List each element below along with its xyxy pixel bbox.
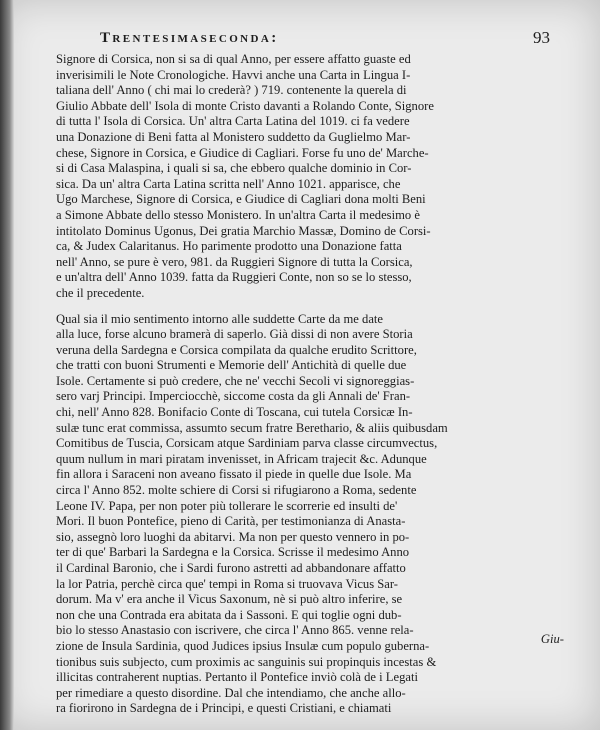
text-line: sulæ tunc erat commissa, assumto secum fratre Berethario, & aliis quibusdam bbox=[56, 420, 448, 435]
text-line: sio, assegnò loro luoghi da abitarvi. Ma non per questo vennero in po- bbox=[56, 529, 410, 544]
page-number: 93 bbox=[533, 28, 550, 47]
text-line: Giulio Abbate dell' Isola di monte Cristo davanti a Rolando Conte, Signore bbox=[56, 98, 434, 113]
text-line: inverisimili le Note Cronologiche. Havvi anche una Carta in Lingua I- bbox=[56, 67, 411, 82]
text-line: chese, Signore in Corsica, e Giudice di Cagliari. Forse fu uno de' Marche- bbox=[56, 145, 429, 160]
text-line: zione de Insula Sardinia, quod Judices ipsius Insulæ cum populo guberna- bbox=[56, 638, 430, 653]
paragraph-2 bbox=[56, 312, 546, 717]
text-line: non che una Contrada era abitata da i Sassoni. E qui toglie ogni dub- bbox=[56, 607, 402, 622]
text-line: intitolato Dominus Ugonus, Dei gratia Marchio Massæ, Domino de Corsi- bbox=[56, 223, 431, 238]
running-title: Trentesimaseconda: bbox=[100, 30, 279, 46]
catchword: Giu- bbox=[540, 632, 564, 646]
text-line: sica. Da un' altra Carta Latina scritta nell' Anno 1021. apparisce, che bbox=[56, 176, 401, 191]
text-line: fin allora i Saraceni non aveano fissato il piede in quelle due Isole. Ma bbox=[56, 467, 412, 482]
text-line: per rimediare a questo disordine. Dal che intendiamo, che anche allo- bbox=[56, 685, 406, 700]
text-line: a Simone Abbate dello stesso Monistero. In un'altra Carta il medesimo è bbox=[56, 207, 420, 222]
text-line: Comitibus de Tuscia, Corsicam atque Sardiniam parva classe circumvectus, bbox=[56, 436, 438, 451]
text-line: taliana dell' Anno ( chi mai lo crederà? ) 719. contenente la querela di bbox=[56, 83, 407, 98]
text-line: Qual sia il mio sentimento intorno alle suddette Carte da me date bbox=[56, 311, 384, 326]
text-line: illicitas contraherent nuptias. Pertanto il Pontefice inviò colà de i Legati bbox=[56, 670, 418, 685]
text-line: di tutta l' Isola di Corsica. Un' altra Carta Latina del 1019. ci fa vedere bbox=[56, 114, 410, 129]
text-line: la lor Patria, perchè circa que' tempi in Roma si truovava Vicus Sar- bbox=[56, 576, 398, 591]
text-line: tionibus suis subjecto, cum proximis ac sanguinis sui propinquis incestas & bbox=[56, 654, 437, 669]
text-line: circa l' Anno 852. molte schiere di Corsi si rifugiarono a Roma, sedente bbox=[56, 483, 417, 498]
text-line: il Cardinal Baronio, che i Sardi furono astretti ad abbandonare affatto bbox=[56, 561, 406, 575]
text-line: quum nullum in mari piratam invenisset, in Africam trajecit &c. Adunque bbox=[56, 451, 427, 466]
paragraph-1 bbox=[56, 52, 546, 302]
text-line: si di Casa Malaspina, i quali si sa, che ebbero qualche dominio in Cor- bbox=[56, 161, 412, 176]
text-line: ca, & Judex Calaritanus. Ho parimente prodotto una Donazione fatta bbox=[56, 239, 402, 254]
body-text bbox=[56, 52, 546, 717]
text-line: una Donazione di Beni fatta al Monistero suddetto da Guglielmo Mar- bbox=[56, 129, 411, 144]
text-line: sero varj Principi. Imperciocchè, siccome costa da gli Annali de' Fran- bbox=[56, 389, 411, 404]
text-line: ter di que' Barbari la Sardegna e la Corsica. Scrisse il medesimo Anno bbox=[56, 545, 410, 560]
text-line: veruna della Sardegna e Corsica compilata da qualche erudito Scrittore, bbox=[56, 342, 417, 357]
text-line: Leone IV. Papa, per non poter più tollerare le scorrerie ed insulti de' bbox=[56, 498, 398, 513]
running-head bbox=[60, 30, 550, 50]
text-line: dorum. Ma v' era anche il Vicus Saxonum, nè si può altro inferire, se bbox=[56, 592, 403, 607]
text-line: Isole. Certamente si può credere, che ne' vecchi Secoli vi signoreggias- bbox=[56, 373, 415, 388]
text-line: che tratti con buoni Strumenti e Memorie dell' Antichità di quelle due bbox=[56, 358, 407, 373]
text-line: ra fiorirono in Sardegna de i Principi, e questi Cristiani, e chiamati bbox=[56, 701, 392, 716]
text-line: bio lo stesso Anastasio con iscrivere, che circa l' Anno 865. venne rela- bbox=[56, 623, 414, 638]
text-line: che il precedente. bbox=[56, 285, 145, 300]
text-line: Signore di Corsica, non si sa di qual Anno, per essere affatto guaste ed bbox=[56, 52, 411, 66]
text-line: e un'altra dell' Anno 1039. fatta da Ruggieri Conte, non so se lo stesso, bbox=[56, 270, 412, 285]
text-line: Mori. Il buon Pontefice, pieno di Carità, per testimonianza di Anasta- bbox=[56, 514, 406, 529]
text-line: chi, nell' Anno 828. Bonifacio Conte di Toscana, cui tutela Corsicæ In- bbox=[56, 405, 413, 420]
text-line: Ugo Marchese, Signore di Corsica, e Giudice di Cagliari dona molti Beni bbox=[56, 192, 426, 207]
text-line: alla luce, forse alcuno bramerà di saperlo. Già dissi di non avere Storia bbox=[56, 327, 413, 342]
text-line: nell' Anno, se pure è vero, 981. da Ruggieri Signore di tutta la Corsica, bbox=[56, 254, 413, 269]
page-gutter bbox=[0, 0, 14, 730]
